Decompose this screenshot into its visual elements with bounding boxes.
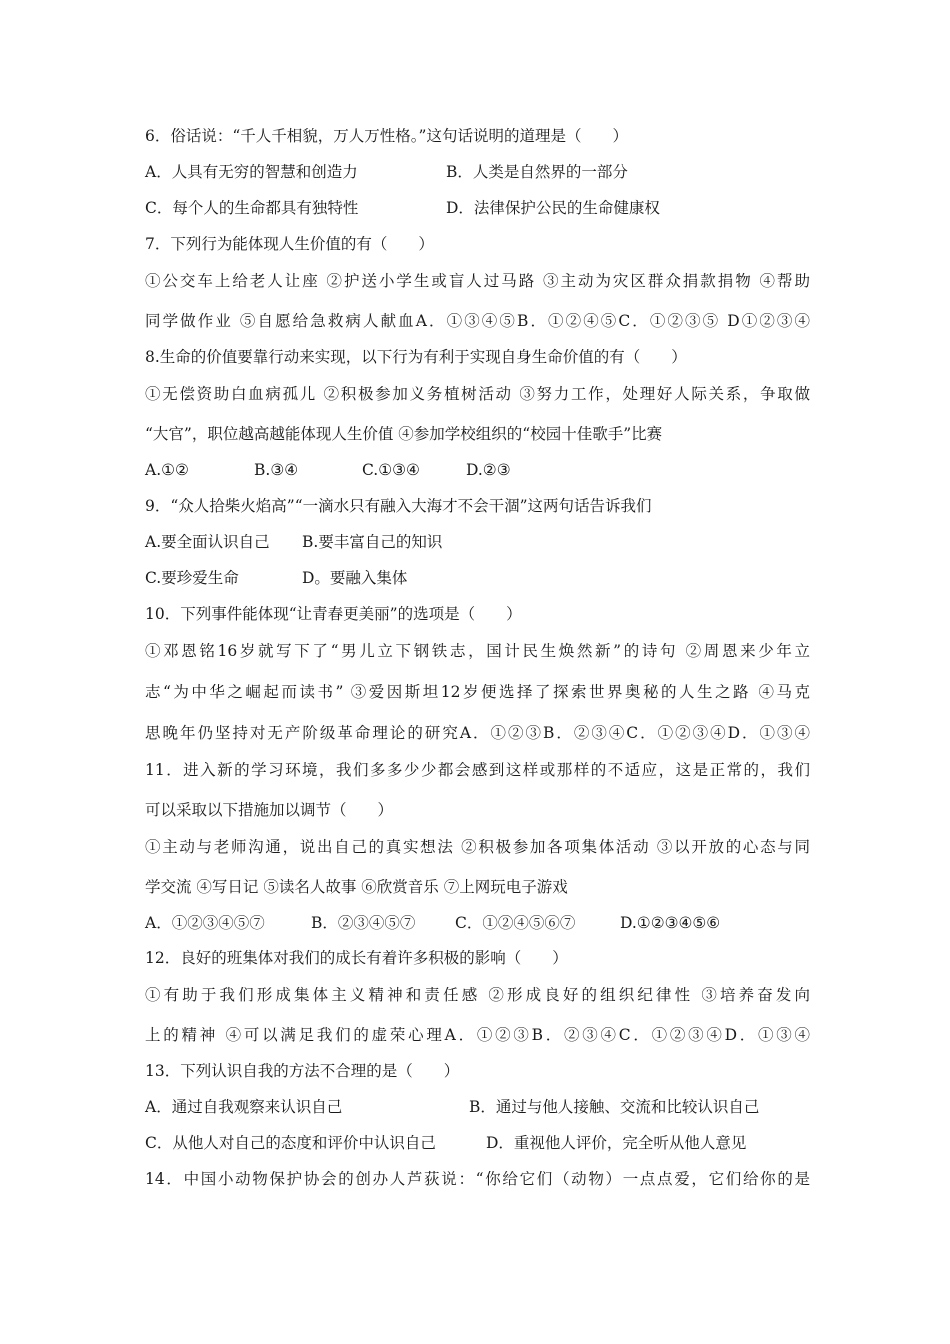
q6-option-d: D．法律保护公民的生命健康权 — [446, 199, 660, 217]
q11-option-d: D.①②③④⑤⑥ — [620, 914, 721, 932]
q13-stem: 13．下列认识自我的方法不合理的是（ ） — [145, 1062, 460, 1080]
q6-stem: 6．俗话说：“千人千相貌，万人万性格。”这句话说明的道理是（ ） — [145, 127, 628, 145]
q6-option-b: B．人类是自然界的一部分 — [446, 163, 628, 181]
q10-choices-line-1: ①邓恩铭16岁就写下了“男儿立下钢铁志，国计民生焕然新”的诗句 ②周恩来少年立 — [145, 642, 810, 660]
q12-choices-line-1: ①有助于我们形成集体主义精神和责任感 ②形成良好的组织纪律性 ③培养奋发向 — [145, 986, 810, 1004]
q8-choices-line-2: “大官”，职位越高越能体现人生价值 ④参加学校组织的“校园十佳歌手”比赛 — [145, 425, 663, 443]
q9-option-d: D。要融入集体 — [302, 569, 408, 587]
q9-option-a: A.要全面认识自己 — [145, 533, 270, 551]
q11-option-c: C．①②④⑤⑥⑦ — [455, 914, 576, 932]
q6-option-a: A．人具有无穷的智慧和创造力 — [145, 163, 358, 181]
q8-option-c: C.①③④ — [362, 461, 420, 479]
q11-choices-line-2: 学交流 ④写日记 ⑤读名人故事 ⑥欣赏音乐 ⑦上网玩电子游戏 — [145, 878, 568, 896]
q7-choices-line-2: 同学做作业 ⑤自愿给急救病人献血A．①③④⑤B．①②④⑤C．①②③⑤ D①②③④ — [145, 312, 810, 330]
q14-stem: 14．中国小动物保护协会的创办人芦荻说：“你给它们（动物）一点点爱，它们给你的是 — [145, 1170, 810, 1188]
q8-option-a: A.①② — [145, 461, 189, 479]
q11-option-a: A．①②③④⑤⑦ — [145, 914, 265, 932]
q9-stem: 9．“众人拾柴火焰高”“一滴水只有融入大海才不会干涸”这两句话告诉我们 — [145, 497, 652, 515]
q13-option-d: D．重视他人评价，完全听从他人意见 — [486, 1134, 747, 1152]
q10-choices-line-3: 思晚年仍坚持对无产阶级革命理论的研究A．①②③B．②③④C．①②③④D．①③④ — [145, 724, 810, 742]
q13-option-b: B．通过与他人接触、交流和比较认识自己 — [469, 1098, 760, 1116]
q10-stem: 10．下列事件能体现“让青春更美丽”的选项是（ ） — [145, 605, 522, 623]
q10-choices-line-2: 志“为中华之崛起而读书” ③爱因斯坦12岁便选择了探索世界奥秘的人生之路 ④马克 — [145, 683, 810, 701]
q13-option-c: C．从他人对自己的态度和评价中认识自己 — [145, 1134, 436, 1152]
q8-option-b: B.③④ — [254, 461, 299, 479]
q7-choices-line-1: ①公交车上给老人让座 ②护送小学生或盲人过马路 ③主动为灾区群众捐款捐物 ④帮助 — [145, 272, 810, 290]
q8-stem: 8.生命的价值要靠行动来实现，以下行为有利于实现自身生命价值的有（ ） — [145, 348, 687, 366]
q12-stem: 12．良好的班集体对我们的成长有着许多积极的影响（ ） — [145, 949, 568, 967]
q8-choices-line-1: ①无偿资助白血病孤儿 ②积极参加义务植树活动 ③努力工作，处理好人际关系，争取做 — [145, 385, 810, 403]
q11-stem-cont: 可以采取以下措施加以调节（ ） — [145, 801, 394, 819]
q12-choices-line-2: 上的精神 ④可以满足我们的虚荣心理A．①②③B．②③④C．①②③④D．①③④ — [145, 1026, 810, 1044]
q7-stem: 7．下列行为能体现人生价值的有（ ） — [145, 235, 434, 253]
q11-stem: 11．进入新的学习环境，我们多多少少都会感到这样或那样的不适应，这是正常的，我们 — [145, 761, 810, 779]
q8-option-d: D.②③ — [466, 461, 511, 479]
q9-option-b: B.要丰富自己的知识 — [302, 533, 443, 551]
q13-option-a: A．通过自我观察来认识自己 — [145, 1098, 343, 1116]
q6-option-c: C．每个人的生命都具有独特性 — [145, 199, 359, 217]
q11-option-b: B．②③④⑤⑦ — [311, 914, 416, 932]
q11-choices-line-1: ①主动与老师沟通，说出自己的真实想法 ②积极参加各项集体活动 ③以开放的心态与同 — [145, 838, 810, 856]
q9-option-c: C.要珍爱生命 — [145, 569, 239, 587]
